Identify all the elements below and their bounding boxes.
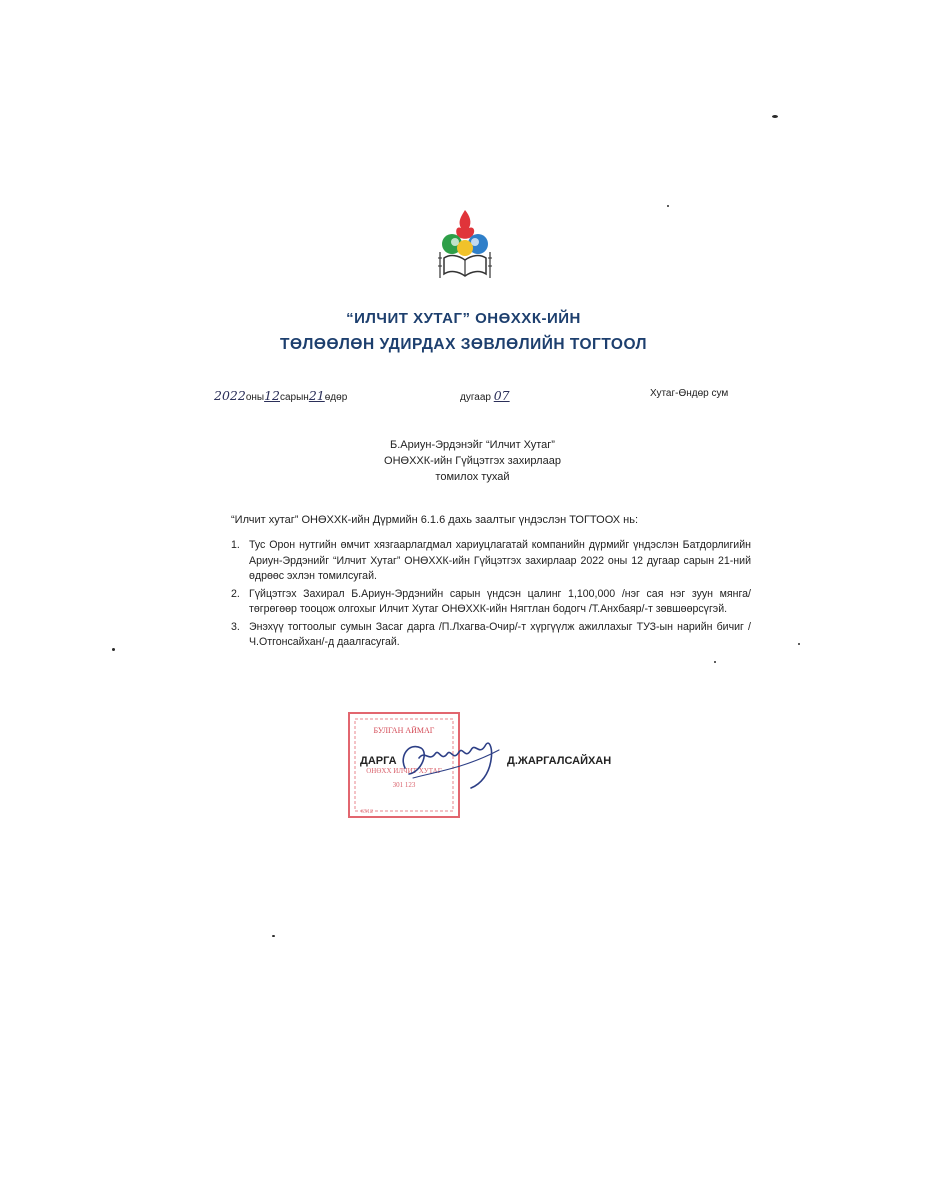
date-day: 21 xyxy=(308,388,325,403)
date-month-suffix: сарын xyxy=(280,392,309,403)
organization-title: “ИЛЧИТ ХУТАГ” ОНӨХХК-ИЙН xyxy=(346,310,581,327)
item-number: 3. xyxy=(231,620,240,633)
subject-line: Б.Ариун-Эрдэнэйг “Илчит Хутаг” xyxy=(390,439,555,451)
document-title: ТӨЛӨӨЛӨН УДИРДАХ ЗӨВЛӨЛИЙН ТОГТООЛ xyxy=(280,336,647,353)
subject-line: томилох тухай xyxy=(435,471,510,483)
handwritten-signature xyxy=(392,728,515,798)
resolution-items xyxy=(231,538,751,653)
date-year: 2022 xyxy=(214,388,246,403)
item-number: 2. xyxy=(231,587,240,600)
scan-speck xyxy=(798,643,800,645)
svg-text:301 123: 301 123 xyxy=(392,781,416,789)
scan-speck xyxy=(714,661,716,663)
resolution-item xyxy=(231,587,751,618)
resolution-item xyxy=(231,538,751,585)
resolution-item xyxy=(231,620,751,651)
resolution-subject xyxy=(0,437,927,485)
number-value: 07 xyxy=(493,388,510,403)
scan-speck xyxy=(667,205,669,207)
item-text: Гүйцэтгэх Захирал Б.Ариун-Эрдэнийн сарын үндсэн цалинг 1,100,000 /нэг сая нэг зуун мянга/ төгрөгөөр тооцож олгохыг Илчит Хутаг ОНӨХХК-ийн Нягтлан бодогч /Т.Анхбаяр/-т зөвшөөрсүгэй. xyxy=(249,587,751,615)
signatory-name: Д.ЖАРГАЛСАЙХАН xyxy=(507,755,612,767)
scan-speck xyxy=(112,648,115,651)
item-text: Энэхүү тогтоолыг сумын Засаг дарга /П.Лхагва-Очир/-т хүргүүлж ажиллахыг ТУЗ-ын нарийн бичиг /Ч.Отгонсайхан/-д даалгасугай. xyxy=(249,620,751,648)
subject-line: ОНӨХХК-ийн Гүйцэтгэх захирлаар xyxy=(384,455,561,467)
number-prefix: дугаар xyxy=(460,392,491,403)
svg-text:6512: 6512 xyxy=(361,809,373,815)
svg-text:БУЛГАН АЙМАГ: БУЛГАН АЙМАГ xyxy=(373,726,435,735)
place-name: Хутаг-Өндөр сум xyxy=(650,388,729,399)
scan-speck xyxy=(272,935,275,937)
scan-speck xyxy=(772,115,778,118)
signatory-title: ДАРГА xyxy=(360,755,397,767)
document-number xyxy=(460,388,510,403)
date-day-suffix: өдөр xyxy=(324,392,348,403)
emblem-logo xyxy=(430,208,500,288)
item-number: 1. xyxy=(231,539,240,551)
date-line xyxy=(214,388,347,403)
item-text: Тус Орон нутгийн өмчит хязгаарлагдмал хариуцлагатай компанийн дүрмийг үндэслэн Батдорлигийн Ариун-Эрдэнийг “Илчит Хутаг” ОНӨХХК-ийн Гүйцэтгэх захирлаар 2022 оны 12 дугаар сарын 21-ний өдрөөс эхлэн томилсугай. xyxy=(249,539,751,582)
resolution-intro: “Илчит хутаг” ОНӨХХК-ийн Дүрмийн 6.1.6 дахь заалтыг үндэслэн ТОГТООХ нь: xyxy=(231,514,639,526)
date-year-suffix: оны xyxy=(245,392,265,403)
date-month: 12 xyxy=(264,388,280,403)
svg-text:ОНӨХХ ИЛЧИТ ХУТАГ: ОНӨХХ ИЛЧИТ ХУТАГ xyxy=(366,767,442,775)
